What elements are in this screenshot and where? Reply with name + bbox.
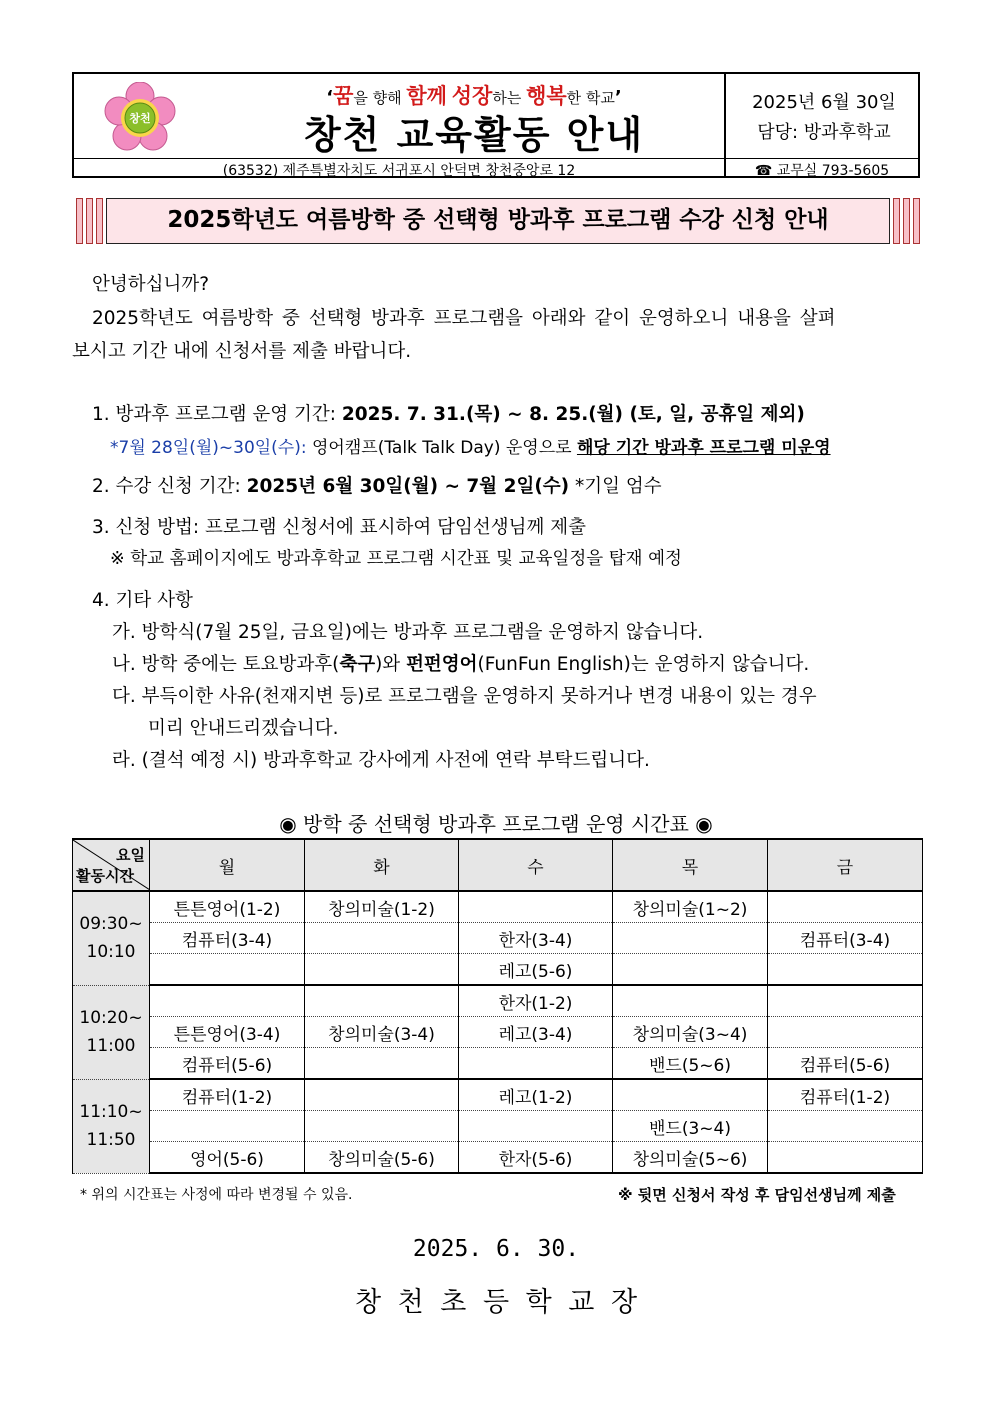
item-other-da-cont: 미리 안내드리겠습니다. (148, 718, 339, 739)
program-cell (305, 1048, 459, 1080)
banner-title: 2025학년도 여름방학 중 선택형 방과후 프로그램 수강 신청 안내 (106, 198, 890, 244)
program-cell (305, 1111, 459, 1142)
program-cell: 튼튼영어(1-2) (150, 891, 305, 923)
program-cell: 밴드(5~6) (613, 1048, 768, 1080)
program-cell: 컴퓨터(3-4) (150, 923, 305, 954)
program-cell: 창의미술(3-4) (305, 1017, 459, 1048)
program-cell: 레고(5-6) (459, 954, 613, 986)
time-slot (73, 891, 150, 985)
banner-deco (86, 198, 93, 244)
time-slot-line: 09:30~ (79, 914, 143, 935)
submission-note: ※ 뒷면 신청서 작성 후 담임선생님께 제출 (618, 1186, 896, 1204)
intro-line: 2025학년도 여름방학 중 선택형 방과후 프로그램을 아래와 같이 운영하오니 내용을 살펴 (92, 308, 836, 329)
timetable-footnote: * 위의 시간표는 사정에 따라 변경될 수 있음. (80, 1187, 353, 1203)
timetable-header-row (73, 839, 923, 891)
corner-day-label: 요일 (116, 846, 145, 864)
svg-text:창천: 창천 (129, 112, 151, 125)
program-cell: 컴퓨터(5-6) (150, 1048, 305, 1080)
banner-deco (893, 198, 900, 244)
program-cell: 컴퓨터(3-4) (768, 923, 923, 954)
program-cell (613, 923, 768, 954)
time-slot-line: 11:10~ (79, 1102, 143, 1122)
item-other-ga: 가. 방학식(7월 25일, 금요일)에는 방과후 프로그램을 운영하지 않습니다. (112, 622, 704, 643)
program-cell: 창의미술(3~4) (613, 1017, 768, 1048)
day-header: 수 (459, 839, 613, 891)
greeting: 안녕하십니까? (92, 274, 210, 295)
program-cell (613, 985, 768, 1017)
program-cell (459, 1111, 613, 1142)
table-row (73, 1079, 923, 1111)
newsletter-title: 창천 교육활동 안내 (303, 113, 645, 157)
program-cell (768, 1017, 923, 1048)
table-row (73, 985, 923, 1017)
program-cell (305, 985, 459, 1017)
school-logo (104, 82, 176, 154)
time-slot-line: 10:10 (86, 942, 136, 963)
program-cell (305, 1079, 459, 1111)
department: 담당: 방과후학교 (757, 122, 891, 143)
program-cell (613, 954, 768, 986)
program-cell (150, 985, 305, 1017)
program-cell: 창의미술(1~2) (613, 891, 768, 923)
day-header: 화 (305, 839, 459, 891)
school-address: (63532) 제주특별자치도 서귀포시 안덕면 창천중앙로 12 (222, 163, 576, 179)
program-cell (768, 1111, 923, 1142)
notice-banner (76, 198, 920, 244)
time-slot-line: 10:20~ (79, 1008, 143, 1028)
timetable-title: ◉ 방학 중 선택형 방과후 프로그램 운영 시간표 ◉ (279, 812, 713, 836)
program-cell: 한자(3-4) (459, 923, 613, 954)
program-cell (150, 954, 305, 986)
table-row (73, 954, 923, 986)
table-row (73, 1111, 923, 1142)
banner-deco (96, 198, 103, 244)
time-slot (73, 985, 150, 1079)
time-slot (73, 1079, 150, 1173)
program-cell: 레고(1-2) (459, 1079, 613, 1111)
program-cell (768, 985, 923, 1017)
program-cell: 한자(1-2) (459, 985, 613, 1017)
item-other-na: 나. 방학 중에는 토요방과후(축구)와 펀펀영어(FunFun English)는 운영하지 않습니다. (112, 654, 810, 675)
item-method-note: ※ 학교 홈페이지에도 방과후학교 프로그램 시간표 및 교육일정을 탑재 예정 (110, 549, 682, 569)
header-box (72, 72, 920, 178)
table-row (73, 923, 923, 954)
program-cell (150, 1111, 305, 1142)
table-row (73, 1048, 923, 1080)
program-cell (459, 891, 613, 923)
issue-date: 2025년 6월 30일 (752, 92, 896, 113)
program-cell (305, 954, 459, 986)
item-period-note: *7월 28일(월)~30일(수): 영어캠프(Talk Talk Day) 운영으로 해당 기간 방과후 프로그램 미운영 (110, 438, 831, 458)
item-application-period: 2. 수강 신청 기간: 2025년 6월 30일(월) ~ 7월 2일(수) *기일 엄수 (92, 476, 662, 497)
time-slot-line: 11:50 (86, 1130, 136, 1150)
program-cell: 컴퓨터(1-2) (768, 1079, 923, 1111)
banner-deco (903, 198, 910, 244)
program-cell (613, 1079, 768, 1111)
day-header: 월 (150, 839, 305, 891)
timetable-body (73, 891, 923, 1173)
table-row (73, 1017, 923, 1048)
table-row (73, 891, 923, 923)
program-cell: 창의미술(5-6) (305, 1142, 459, 1174)
program-cell (305, 923, 459, 954)
program-cell: 창의미술(1-2) (305, 891, 459, 923)
program-cell: 컴퓨터(5-6) (768, 1048, 923, 1080)
school-phone: ☎ 교무실 793-5605 (754, 163, 890, 179)
program-cell: 밴드(3~4) (613, 1111, 768, 1142)
item-method: 3. 신청 방법: 프로그램 신청서에 표시하여 담임선생님께 제출 (92, 517, 586, 538)
principal-signature: 창 천 초 등 학 교 장 (354, 1287, 638, 1318)
school-slogan: ‘꿈을 향해 함께 성장하는 행복한 학교’ (326, 84, 622, 108)
program-cell: 한자(5-6) (459, 1142, 613, 1174)
day-header: 금 (768, 839, 923, 891)
program-cell (768, 891, 923, 923)
day-header: 목 (613, 839, 768, 891)
program-cell: 레고(3-4) (459, 1017, 613, 1048)
program-cell (768, 1142, 923, 1174)
item-other-da: 다. 부득이한 사유(천재지변 등)로 프로그램을 운영하지 못하거나 변경 내용이 있는 경우 (112, 686, 817, 707)
corner-time-label: 활동시간 (76, 867, 134, 885)
program-cell: 영어(5-6) (150, 1142, 305, 1174)
footer-date: 2025. 6. 30. (412, 1236, 580, 1262)
item-other: 4. 기타 사항 (92, 590, 193, 611)
item-other-ra: 라. (결석 예정 시) 방과후학교 강사에게 사전에 연락 부탁드립니다. (112, 750, 650, 771)
timetable (72, 838, 923, 1174)
banner-deco (913, 198, 920, 244)
program-cell (459, 1048, 613, 1080)
program-cell: 창의미술(5~6) (613, 1142, 768, 1174)
table-row (73, 1142, 923, 1174)
timetable-corner (73, 839, 150, 891)
program-cell: 컴퓨터(1-2) (150, 1079, 305, 1111)
program-cell: 튼튼영어(3-4) (150, 1017, 305, 1048)
program-cell (768, 954, 923, 986)
item-period: 1. 방과후 프로그램 운영 기간: 2025. 7. 31.(목) ~ 8. 25.(월) (토, 일, 공휴일 제외) (92, 404, 805, 425)
time-slot-line: 11:00 (86, 1036, 136, 1056)
header-divider (74, 158, 918, 159)
banner-deco (76, 198, 83, 244)
intro-line: 보시고 기간 내에 신청서를 제출 바랍니다. (72, 341, 412, 362)
